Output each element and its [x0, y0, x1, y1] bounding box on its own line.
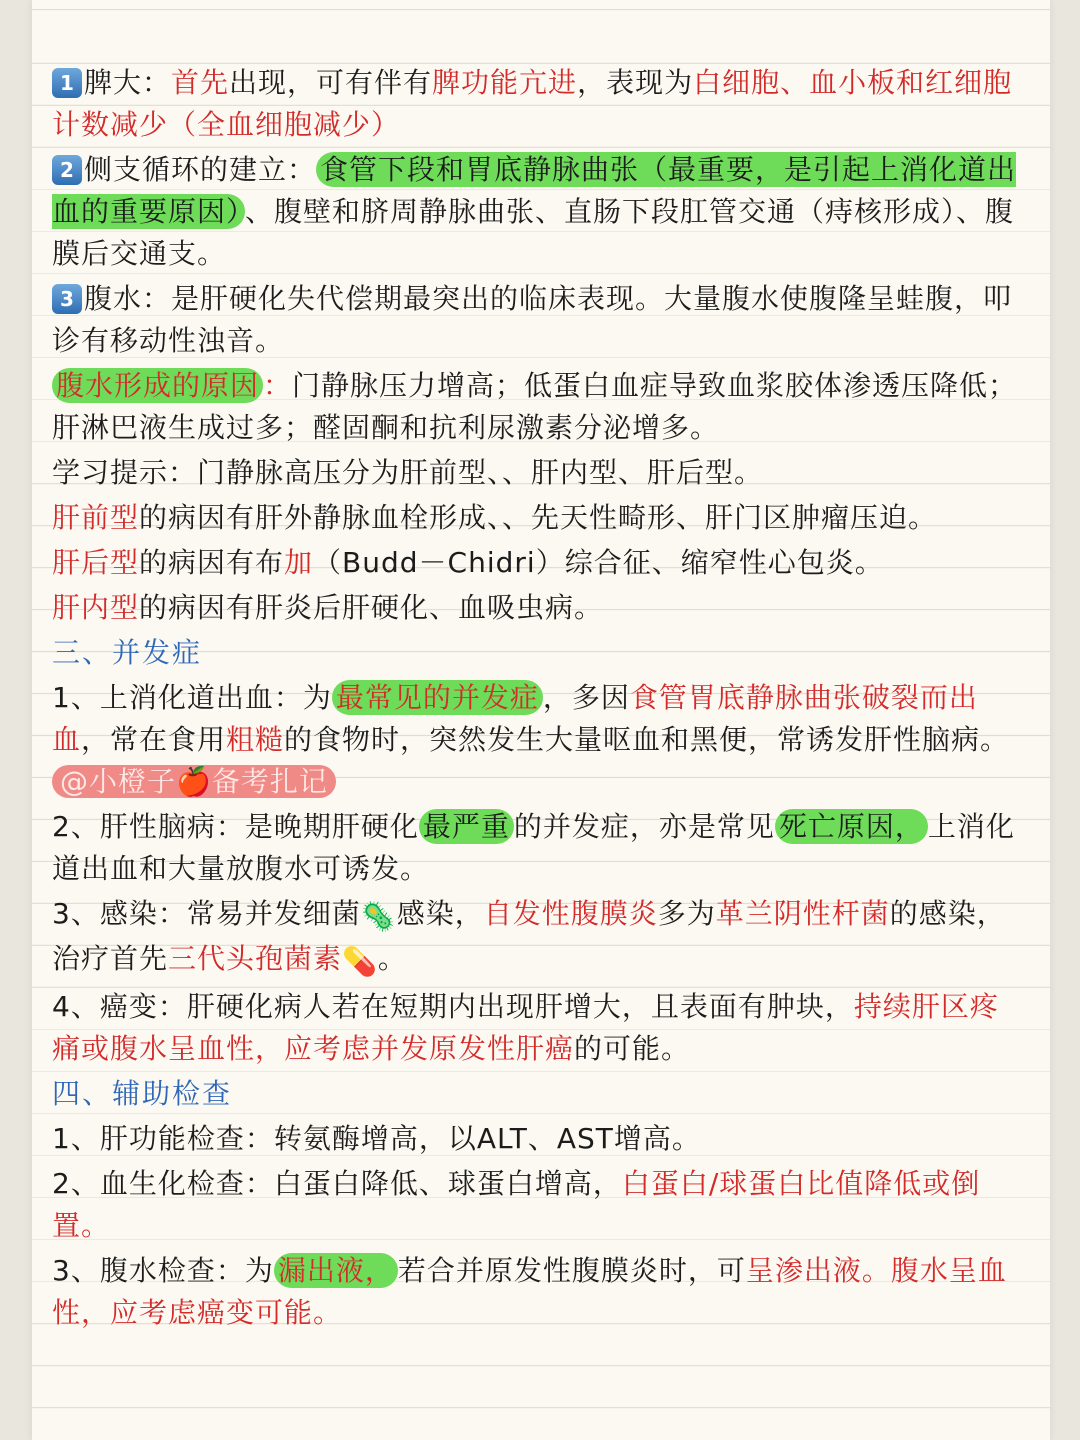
section-heading-auxiliary-exams: 四、辅助检查 [52, 1077, 233, 1110]
text: 的病因有肝炎后肝硬化、血吸虫病。 [139, 591, 604, 624]
text: ，表现为 [577, 66, 694, 99]
complication-bleeding-paragraph [52, 677, 1027, 803]
text: 出现，可有伴有 [229, 66, 433, 99]
text: 、腹壁和脐周静脉曲张、直肠下段肛管交通（痔核形成）、腹膜后交通支。 [52, 195, 1015, 270]
note-page [32, 0, 1050, 1440]
green-highlight: 死亡原因， [775, 809, 928, 844]
red-text: 肝内型 [52, 591, 140, 624]
text: 的食物时，突然发生大量呕血和黑便，常诱发肝性脑病。 [284, 723, 1010, 756]
collateral-circulation-paragraph [52, 149, 1027, 275]
bacteria-icon: 🦠 [360, 900, 397, 933]
red-text: 三代头孢菌素 [168, 942, 343, 975]
text: 侧支循环的建立： [84, 153, 317, 186]
green-highlight: 最常见的并发症 [332, 680, 543, 715]
red-text: 粗糙 [226, 723, 285, 756]
green-highlight: 食管下段和胃底静脉曲张（最重要，是引起上消化道出血的重要原因） [52, 153, 1017, 228]
text: 1、肝功能检查：转氨酶增高，以ALT、AST增高。 [52, 1122, 701, 1155]
number-badge-1: 1 [52, 68, 82, 98]
text: 多为 [657, 897, 716, 930]
text: 学习提示：门静脉高压分为肝前型、、肝内型、肝后型。 [52, 456, 764, 489]
red-text: 呈渗出液。腹水呈血性，应考虑癌变可能。 [52, 1254, 1007, 1329]
text: （Budd－Chidri）综合征、缩窄性心包炎。 [313, 546, 884, 579]
text: ，常在食用 [81, 723, 227, 756]
text: 的可能。 [574, 1032, 691, 1065]
text: 的并发症，亦是常见 [513, 810, 775, 843]
text: 上消化道出血和大量放腹水可诱发。 [52, 810, 1015, 885]
complication-encephalopathy-paragraph [52, 806, 1027, 890]
red-text: 白细胞、血小板和红细胞计数减少（全血细胞减少） [52, 66, 1013, 141]
complication-infection-paragraph [52, 893, 1027, 983]
ascites-paragraph [52, 278, 1027, 362]
posthepatic-paragraph [52, 542, 1027, 584]
text: 。 [377, 942, 407, 975]
text: 1、上消化道出血：为 [52, 681, 332, 714]
text: 3、腹水检查：为 [52, 1254, 274, 1287]
exam-liver-function-paragraph [52, 1118, 1027, 1160]
text: 4、癌变：肝硬化病人若在短期内出现肝增大，且表面有肿块， [52, 990, 854, 1023]
section-heading-complications: 三、并发症 [52, 636, 203, 669]
red-text: ： [263, 369, 293, 402]
text: 的病因有布 [139, 546, 285, 579]
text: 若合并原发性腹膜炎时，可 [397, 1254, 746, 1287]
number-badge-3: 3 [52, 284, 82, 314]
complication-cancer-paragraph [52, 986, 1027, 1070]
exam-biochemistry-paragraph [52, 1163, 1027, 1247]
splenomegaly-paragraph [52, 62, 1027, 146]
text: 腹水：是肝硬化失代偿期最突出的临床表现。大量腹水使腹隆呈蛙腹，叩诊有移动性浊音。 [52, 282, 1013, 357]
text: 的感染，治疗首先 [52, 897, 1006, 975]
red-text: 持续肝区疼痛或腹水呈血性，应考虑并发原发性肝癌 [52, 990, 999, 1065]
text: 门静脉压力增高；低蛋白血症导致血浆胶体渗透压降低；肝淋巴液生成过多；醛固酮和抗利尿激素分泌增多。 [52, 369, 1018, 444]
number-badge-2: 2 [52, 155, 82, 185]
pill-icon: 💊 [342, 945, 378, 978]
note-content [52, 62, 1027, 1337]
exam-ascites-paragraph [52, 1250, 1027, 1334]
red-text: 脾功能亢进 [432, 66, 578, 99]
text: 感染， [396, 897, 484, 930]
red-text: 白蛋白/球蛋白比值降低或倒置。 [52, 1167, 981, 1242]
green-highlight: 腹水形成的原因 [52, 368, 263, 403]
watermark-label: @小橙子🍎备考扎记 [52, 765, 336, 798]
text: 2、肝性脑病：是晚期肝硬化 [52, 810, 419, 843]
text: 脾大： [84, 66, 172, 99]
prehepatic-paragraph [52, 497, 1027, 539]
study-tip-paragraph [52, 452, 1027, 494]
ascites-cause-paragraph [52, 365, 1027, 449]
green-highlight: 漏出液， [274, 1253, 398, 1288]
red-text: 自发性腹膜炎 [483, 897, 658, 930]
green-highlight: 最严重 [419, 809, 514, 844]
red-text: 加 [284, 546, 314, 579]
text: ，多因 [542, 681, 630, 714]
red-text: 首先 [171, 66, 230, 99]
red-text: 革兰阴性杆菌 [715, 897, 890, 930]
intrahepatic-paragraph [52, 587, 1027, 629]
red-text: 肝前型 [52, 501, 140, 534]
red-text: 食管胃底静脉曲张破裂而出血 [52, 681, 978, 756]
text: 的病因有肝外静脉血栓形成、、先天性畸形、肝门区肿瘤压迫。 [139, 501, 938, 534]
text: 3、感染：常易并发细菌 [52, 897, 361, 930]
red-text: 肝后型 [52, 546, 140, 579]
text: 2、血生化检查：白蛋白降低、球蛋白增高， [52, 1167, 622, 1200]
